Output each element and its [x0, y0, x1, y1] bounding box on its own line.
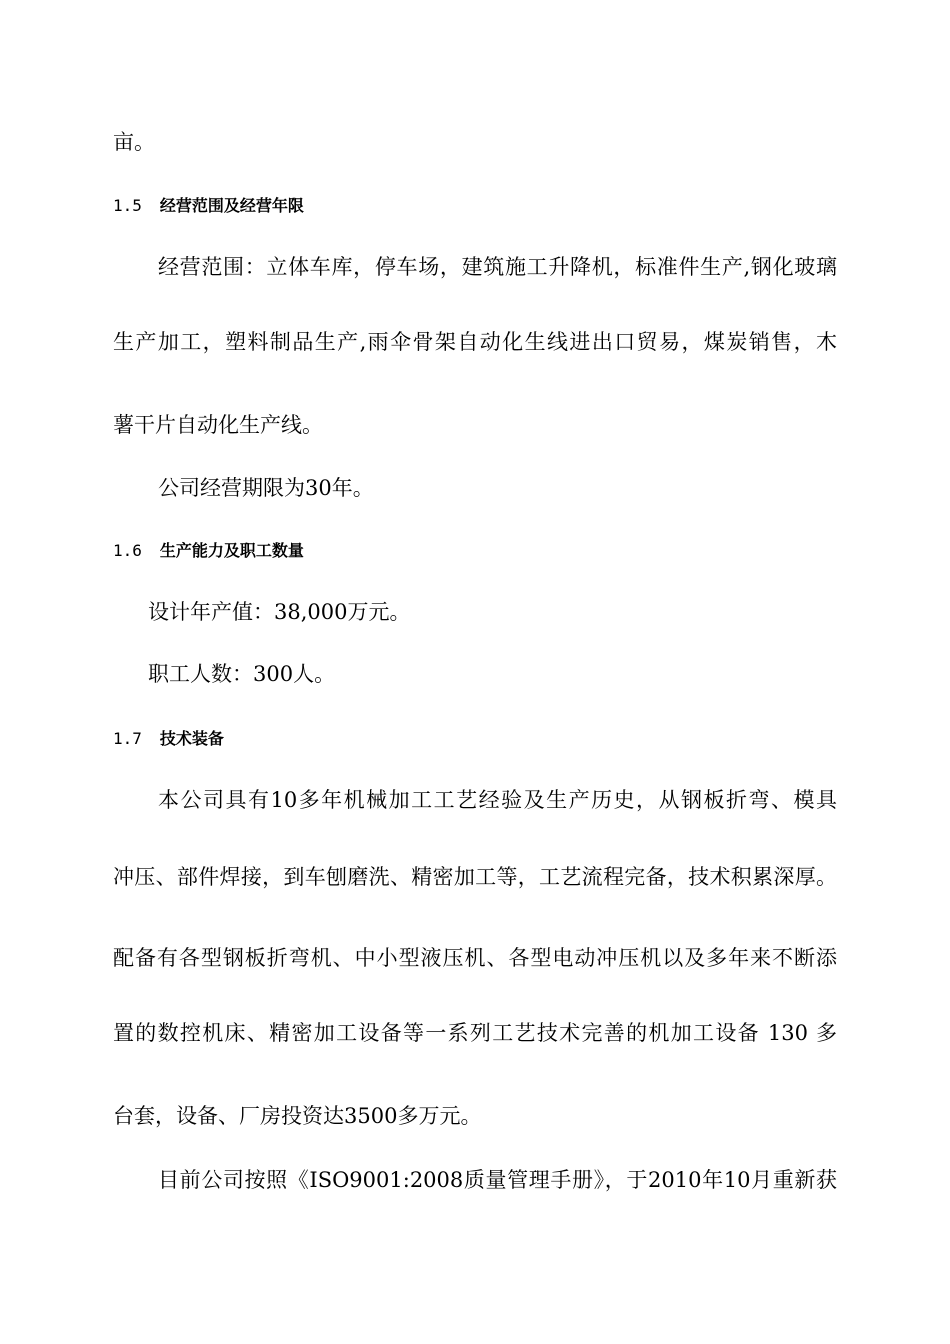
section-number: 1.6: [113, 541, 142, 560]
tech-paragraph-line: 台套，设备、厂房投资达3500多万元。: [113, 1104, 482, 1128]
section-number: 1.5: [113, 196, 142, 215]
section-heading-1-7: [113, 727, 224, 751]
section-heading-1-6: [113, 539, 304, 563]
tech-paragraph-line: 本公司具有10多年机械加工工艺经验及生产历史，从钢板折弯、模具: [158, 788, 837, 812]
tech-paragraph-line: 冲压、部件焊接，到车刨磨洗、精密加工等，工艺流程完备，技术积累深厚。: [113, 865, 837, 889]
business-scope-line: 薯干片自动化生产线。: [113, 413, 323, 437]
output-value: 设计年产值：38,000万元。: [148, 600, 411, 624]
business-scope-line: 生产加工，塑料制品生产,雨伞骨架自动化生线进出口贸易，煤炭销售，木: [113, 330, 837, 354]
iso-paragraph-line: 目前公司按照《ISO9001:2008质量管理手册》，于2010年10月重新获: [158, 1168, 837, 1192]
business-scope-line: 经营范围：立体车库，停车场，建筑施工升降机，标准件生产,钢化玻璃: [158, 255, 837, 279]
section-title: 生产能力及职工数量: [159, 541, 304, 560]
business-term: 公司经营期限为30年。: [158, 476, 374, 500]
staff-count: 职工人数：300人。: [148, 662, 336, 686]
section-heading-1-5: [113, 194, 304, 218]
section-title: 经营范围及经营年限: [159, 196, 304, 215]
tech-paragraph-line: 配备有各型钢板折弯机、中小型液压机、各型电动冲压机以及多年来不断添: [113, 946, 837, 970]
paragraph-fragment: 亩。: [113, 130, 155, 154]
section-title: 技术装备: [159, 729, 224, 748]
section-number: 1.7: [113, 729, 142, 748]
tech-paragraph-line: 置的数控机床、精密加工设备等一系列工艺技术完善的机加工设备 130 多: [113, 1021, 837, 1045]
